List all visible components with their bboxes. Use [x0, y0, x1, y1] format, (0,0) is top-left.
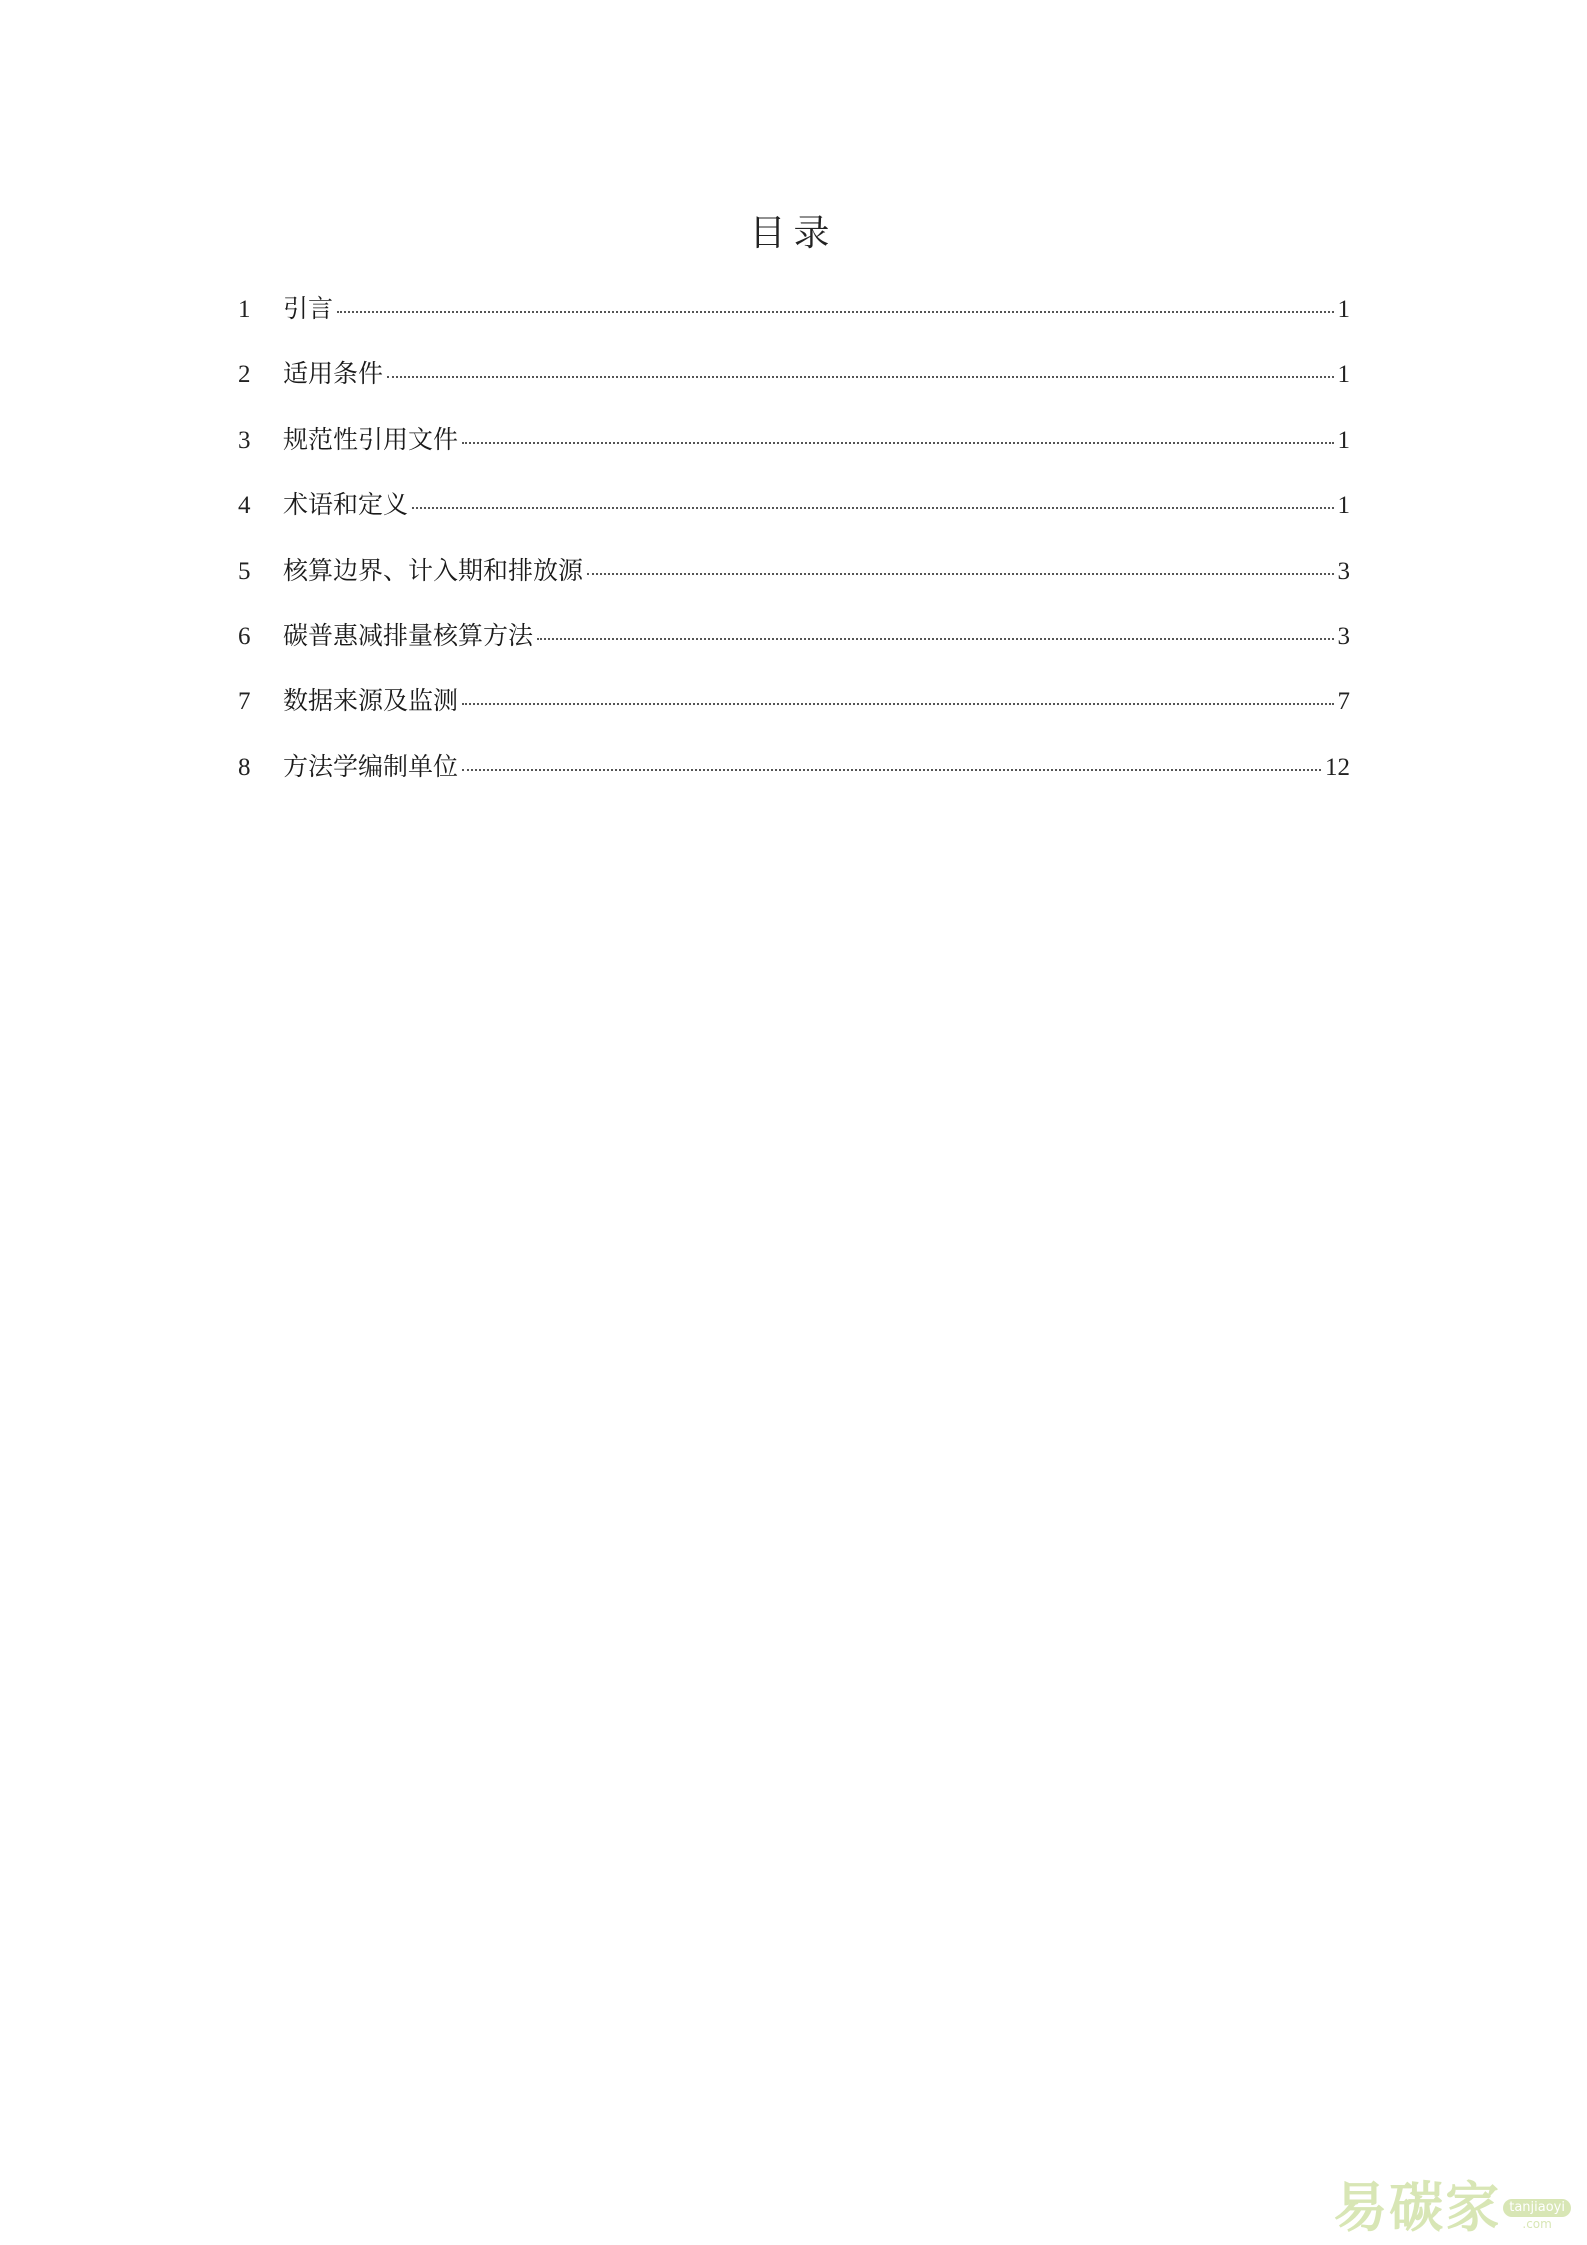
toc-entry[interactable] — [238, 554, 1350, 619]
toc-entry-number: 1 — [238, 296, 251, 323]
toc-entry-number: 5 — [238, 557, 251, 585]
toc-entry[interactable] — [238, 488, 1350, 553]
toc-entry-label: 适用条件 — [283, 359, 384, 389]
toc-entry-label: 方法学编制单位 — [283, 751, 459, 781]
toc-entry-page: 1 — [1337, 492, 1350, 520]
toc-entry-page: 1 — [1337, 426, 1350, 454]
dot-leader — [462, 703, 1333, 705]
toc-entry-page: 1 — [1337, 296, 1350, 323]
toc-entry[interactable] — [238, 423, 1350, 488]
dot-leader — [387, 376, 1333, 378]
toc-entry-label: 术语和定义 — [283, 490, 409, 520]
toc-entry[interactable] — [238, 619, 1350, 684]
toc-entry-page: 7 — [1337, 688, 1350, 716]
toc-entry-label: 核算边界、计入期和排放源 — [283, 555, 584, 585]
toc-entry-label: 碳普惠减排量核算方法 — [283, 620, 534, 650]
watermark-suffix: .com — [1522, 2217, 1552, 2231]
toc-entry-page: 1 — [1337, 361, 1350, 389]
watermark-logo — [1333, 2176, 1571, 2239]
watermark-domain: tanjiaoyi — [1503, 2199, 1571, 2217]
toc-title: 目录 — [749, 213, 838, 254]
dot-leader — [462, 442, 1333, 444]
toc-entry[interactable] — [238, 750, 1350, 815]
toc-entry-page: 3 — [1337, 557, 1350, 585]
table-of-contents — [238, 292, 1350, 815]
dot-leader — [337, 311, 1333, 313]
watermark-badge — [1503, 2199, 1571, 2231]
toc-entry-number: 2 — [238, 361, 251, 389]
toc-entry[interactable] — [238, 357, 1350, 422]
dot-leader — [537, 638, 1333, 640]
dot-leader — [412, 507, 1333, 509]
toc-entry-number: 7 — [238, 688, 251, 716]
toc-entry-number: 4 — [238, 492, 251, 520]
toc-entry-number: 6 — [238, 622, 251, 650]
toc-entry-label: 规范性引用文件 — [283, 424, 459, 454]
toc-entry-label: 数据来源及监测 — [283, 686, 459, 716]
dot-leader — [462, 769, 1321, 771]
toc-entry[interactable] — [238, 292, 1350, 357]
watermark-text: 易碳家 — [1333, 2176, 1502, 2239]
toc-entry-label: 引言 — [283, 294, 334, 323]
toc-entry-number: 3 — [238, 426, 251, 454]
toc-entry-page: 12 — [1325, 753, 1350, 781]
toc-entry-page: 3 — [1337, 622, 1350, 650]
dot-leader — [587, 573, 1333, 575]
toc-entry[interactable] — [238, 684, 1350, 749]
toc-entry-number: 8 — [238, 753, 251, 781]
